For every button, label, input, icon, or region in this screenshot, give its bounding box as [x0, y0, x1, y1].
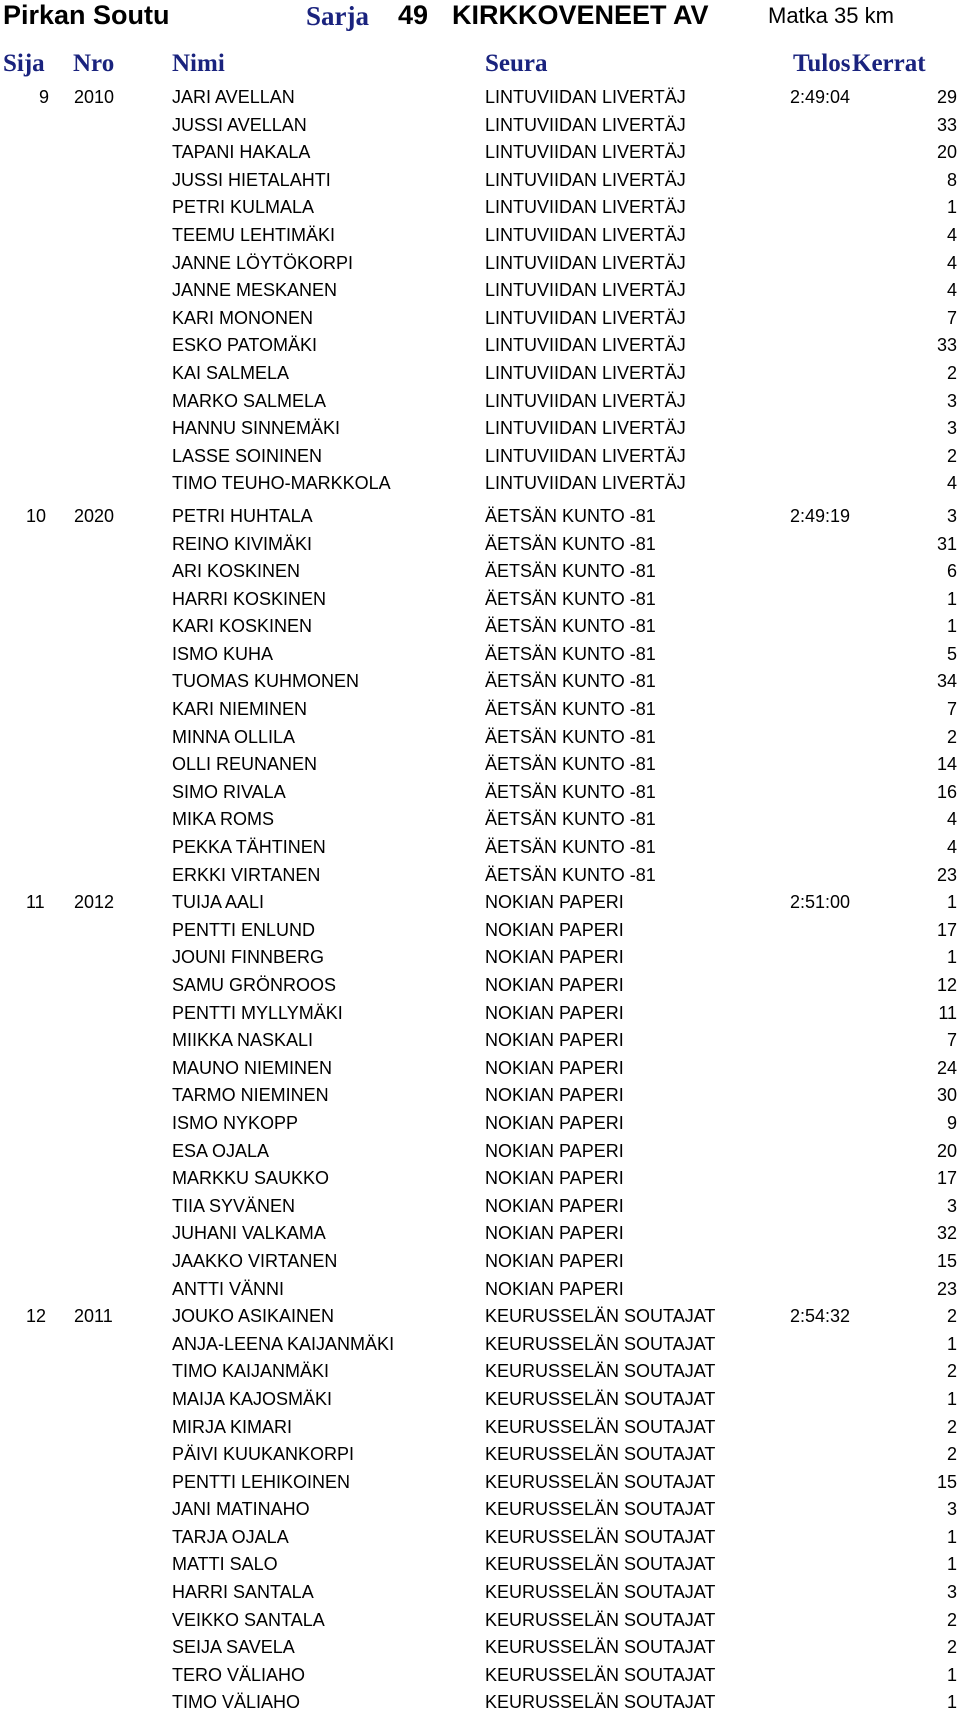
table-row — [0, 1469, 960, 1497]
club-name: NOKIAN PAPERI — [485, 1002, 624, 1023]
table-row — [0, 1165, 960, 1193]
club-name: ÄETSÄN KUNTO -81 — [485, 864, 656, 885]
rower-name: PETRI KULMALA — [172, 197, 315, 218]
rower-name: HANNU SINNEMÄKI — [172, 418, 341, 439]
times-count: 1 — [946, 1526, 957, 1547]
column-header-nro: Nro — [73, 50, 115, 77]
club-name: KEURUSSELÄN SOUTAJAT — [485, 1388, 716, 1409]
times-count: 14 — [936, 754, 957, 775]
club-name: ÄETSÄN KUNTO -81 — [485, 561, 656, 582]
times-count: 20 — [936, 142, 957, 163]
team-block — [0, 889, 960, 1303]
table-row — [0, 724, 960, 752]
club-name: NOKIAN PAPERI — [485, 1195, 624, 1216]
table-row — [0, 889, 960, 917]
times-count: 3 — [946, 1582, 957, 1603]
table-row — [0, 531, 960, 559]
club-name: ÄETSÄN KUNTO -81 — [485, 671, 656, 692]
club-name: ÄETSÄN KUNTO -81 — [485, 616, 656, 637]
times-count: 2 — [946, 1444, 957, 1465]
times-count: 3 — [946, 505, 957, 526]
times-count: 2 — [946, 1609, 957, 1630]
times-count: 1 — [946, 892, 957, 913]
table-row — [0, 1414, 960, 1442]
rower-name: OLLI REUNANEN — [172, 754, 318, 775]
club-name: NOKIAN PAPERI — [485, 1250, 624, 1271]
column-header-tulos: Tulos — [793, 50, 851, 77]
club-name: LINTUVIIDAN LIVERTÄJ — [485, 473, 686, 494]
club-name: KEURUSSELÄN SOUTAJAT — [485, 1306, 716, 1327]
rower-name: HARRI KOSKINEN — [172, 588, 327, 609]
club-name: NOKIAN PAPERI — [485, 1112, 624, 1133]
club-name: NOKIAN PAPERI — [485, 1030, 624, 1051]
team-number: 2010 — [74, 87, 115, 107]
club-name: LINTUVIIDAN LIVERTÄJ — [485, 390, 686, 411]
table-row — [0, 862, 960, 890]
table-row — [0, 1579, 960, 1607]
rower-name: MIRJA KIMARI — [172, 1416, 293, 1437]
club-name: LINTUVIIDAN LIVERTÄJ — [485, 252, 686, 273]
club-name: LINTUVIIDAN LIVERTÄJ — [485, 87, 686, 107]
table-row — [0, 668, 960, 696]
rower-name: JANNE MESKANEN — [172, 280, 338, 301]
rower-name: MARKKU SAUKKO — [172, 1168, 330, 1189]
team-block — [0, 1303, 960, 1717]
times-count: 23 — [936, 864, 957, 885]
table-row — [0, 641, 960, 669]
table-row — [0, 586, 960, 614]
table-row — [0, 1082, 960, 1110]
times-count: 4 — [946, 837, 957, 858]
table-row — [0, 222, 960, 250]
series-label: Sarja — [306, 1, 369, 31]
table-row — [0, 1551, 960, 1579]
times-count: 3 — [946, 390, 957, 411]
table-row — [0, 443, 960, 471]
column-header-sija: Sija — [3, 50, 45, 77]
club-name: KEURUSSELÄN SOUTAJAT — [485, 1637, 716, 1658]
club-name: KEURUSSELÄN SOUTAJAT — [485, 1664, 716, 1685]
table-row — [0, 250, 960, 278]
club-name: NOKIAN PAPERI — [485, 975, 624, 995]
table-row — [0, 112, 960, 140]
table-row — [0, 470, 960, 498]
club-name: KEURUSSELÄN SOUTAJAT — [485, 1471, 716, 1492]
club-name: ÄETSÄN KUNTO -81 — [485, 726, 656, 747]
club-name: LINTUVIIDAN LIVERTÄJ — [485, 197, 686, 218]
times-count: 15 — [936, 1250, 957, 1271]
times-count: 1 — [946, 1388, 957, 1409]
times-count: 1 — [946, 197, 957, 218]
table-row — [0, 139, 960, 167]
table-row — [0, 944, 960, 972]
rower-name: JAAKKO VIRTANEN — [172, 1250, 338, 1271]
rower-name: JANNE LÖYTÖKORPI — [172, 252, 354, 273]
table-row — [0, 1193, 960, 1221]
rower-name: ARI KOSKINEN — [172, 561, 301, 582]
club-name: LINTUVIIDAN LIVERTÄJ — [485, 224, 686, 245]
table-row — [0, 167, 960, 195]
placing: 9 — [39, 87, 50, 107]
times-count: 4 — [946, 809, 957, 830]
table-row — [0, 806, 960, 834]
table-row — [0, 194, 960, 222]
times-count: 3 — [946, 418, 957, 439]
page-header — [0, 0, 960, 34]
times-count: 7 — [946, 699, 957, 720]
times-count: 33 — [936, 114, 957, 135]
times-count: 17 — [936, 1168, 957, 1189]
table-row — [0, 696, 960, 724]
rower-name: JUHANI VALKAMA — [172, 1223, 326, 1244]
column-header-nimi: Nimi — [172, 50, 225, 77]
club-name: NOKIAN PAPERI — [485, 947, 624, 968]
club-name: NOKIAN PAPERI — [485, 1057, 624, 1078]
rower-name: TARMO NIEMINEN — [172, 1085, 329, 1106]
rower-name: HARRI SANTALA — [172, 1582, 314, 1603]
club-name: ÄETSÄN KUNTO -81 — [485, 533, 656, 554]
times-count: 4 — [946, 280, 957, 301]
times-count: 2 — [946, 726, 957, 747]
times-count: 1 — [946, 1333, 957, 1354]
rower-name: MIIKKA NASKALI — [172, 1030, 314, 1051]
result-time: 2:49:04 — [790, 87, 851, 107]
rower-name: PENTTI ENLUND — [172, 919, 316, 940]
rower-name: SIMO RIVALA — [172, 781, 286, 802]
table-row — [0, 1055, 960, 1083]
table-row — [0, 388, 960, 416]
table-row — [0, 1689, 960, 1717]
times-count: 23 — [936, 1278, 957, 1299]
club-name: NOKIAN PAPERI — [485, 1085, 624, 1106]
times-count: 2 — [946, 1416, 957, 1437]
rower-name: MATTI SALO — [172, 1554, 278, 1575]
table-row — [0, 1358, 960, 1386]
club-name: ÄETSÄN KUNTO -81 — [485, 699, 656, 720]
table-row — [0, 834, 960, 862]
team-block — [0, 84, 960, 498]
rower-name: TIMO VÄLIAHO — [172, 1692, 301, 1713]
times-count: 34 — [936, 671, 957, 692]
club-name: ÄETSÄN KUNTO -81 — [485, 505, 656, 526]
club-name: LINTUVIIDAN LIVERTÄJ — [485, 280, 686, 301]
times-count: 4 — [946, 224, 957, 245]
table-row — [0, 1276, 960, 1304]
table-row — [0, 613, 960, 641]
times-count: 17 — [936, 919, 957, 940]
times-count: 1 — [946, 616, 957, 637]
rower-name: TARJA OJALA — [172, 1526, 289, 1547]
rower-name: VEIKKO SANTALA — [172, 1609, 325, 1630]
team-number: 2011 — [74, 1306, 113, 1327]
club-name: LINTUVIIDAN LIVERTÄJ — [485, 418, 686, 439]
times-count: 33 — [936, 335, 957, 356]
times-count: 4 — [946, 473, 957, 494]
rower-name: JOUNI FINNBERG — [172, 947, 325, 968]
placing: 10 — [26, 505, 47, 526]
times-count: 11 — [938, 1002, 957, 1023]
table-row — [0, 305, 960, 333]
times-count: 32 — [936, 1223, 957, 1244]
table-row — [0, 1000, 960, 1028]
result-time: 2:49:19 — [790, 505, 851, 526]
times-count: 7 — [946, 1030, 957, 1051]
rower-name: MAIJA KAJOSMÄKI — [172, 1388, 333, 1409]
times-count: 2 — [946, 1637, 957, 1658]
table-row — [0, 751, 960, 779]
club-name: KEURUSSELÄN SOUTAJAT — [485, 1526, 716, 1547]
result-time: 2:54:32 — [790, 1306, 851, 1327]
club-name: NOKIAN PAPERI — [485, 1168, 624, 1189]
table-row — [0, 1634, 960, 1662]
team-block — [0, 503, 960, 889]
club-name: LINTUVIIDAN LIVERTÄJ — [485, 142, 686, 163]
table-row — [0, 1607, 960, 1635]
times-count: 9 — [946, 1112, 957, 1133]
rower-name: ERKKI VIRTANEN — [172, 864, 321, 885]
rower-name: KARI KOSKINEN — [172, 616, 313, 637]
times-count: 12 — [936, 975, 957, 995]
club-name: LINTUVIIDAN LIVERTÄJ — [485, 335, 686, 356]
series-number: 49 — [398, 0, 429, 30]
table-row — [0, 332, 960, 360]
table-row — [0, 1386, 960, 1414]
times-count: 6 — [946, 561, 957, 582]
rower-name: ESA OJALA — [172, 1140, 270, 1161]
rower-name: MAUNO NIEMINEN — [172, 1057, 333, 1078]
placing: 11 — [26, 892, 45, 913]
times-count: 4 — [946, 252, 957, 273]
rower-name: JANI MATINAHO — [172, 1499, 310, 1520]
table-row — [0, 1662, 960, 1690]
rower-name: JARI AVELLAN — [172, 87, 295, 107]
rower-name: ANJA-LEENA KAIJANMÄKI — [172, 1333, 395, 1354]
rower-name: KARI NIEMINEN — [172, 699, 308, 720]
distance-label: Matka 35 km — [768, 3, 894, 28]
rower-name: MARKO SALMELA — [172, 390, 327, 411]
table-row — [0, 1496, 960, 1524]
club-name: KEURUSSELÄN SOUTAJAT — [485, 1582, 716, 1603]
table-row — [0, 1524, 960, 1552]
rower-name: PENTTI MYLLYMÄKI — [172, 1002, 343, 1023]
club-name: ÄETSÄN KUNTO -81 — [485, 837, 656, 858]
rower-name: TEEMU LEHTIMÄKI — [172, 224, 336, 245]
rower-name: TAPANI HAKALA — [172, 142, 311, 163]
rower-name: ESKO PATOMÄKI — [172, 335, 318, 356]
table-row — [0, 84, 960, 112]
times-count: 1 — [946, 1554, 957, 1575]
club-name: LINTUVIIDAN LIVERTÄJ — [485, 362, 686, 383]
club-name: KEURUSSELÄN SOUTAJAT — [485, 1609, 716, 1630]
series-name: KIRKKOVENEET AV — [452, 0, 709, 30]
rower-name: JOUKO ASIKAINEN — [172, 1306, 335, 1327]
club-name: LINTUVIIDAN LIVERTÄJ — [485, 114, 686, 135]
times-count: 2 — [946, 445, 957, 466]
rower-name: SEIJA SAVELA — [172, 1637, 295, 1658]
club-name: KEURUSSELÄN SOUTAJAT — [485, 1361, 716, 1382]
club-name: KEURUSSELÄN SOUTAJAT — [485, 1333, 716, 1354]
times-count: 24 — [936, 1057, 957, 1078]
table-row — [0, 1331, 960, 1359]
table-row — [0, 277, 960, 305]
result-time: 2:51:00 — [790, 892, 851, 913]
club-name: NOKIAN PAPERI — [485, 1223, 624, 1244]
column-header-kerrat: Kerrat — [852, 50, 926, 77]
rower-name: MIKA ROMS — [172, 809, 275, 830]
placing: 12 — [26, 1306, 47, 1327]
rower-name: KAI SALMELA — [172, 362, 290, 383]
club-name: KEURUSSELÄN SOUTAJAT — [485, 1692, 716, 1713]
rower-name: LASSE SOININEN — [172, 445, 323, 466]
times-count: 1 — [946, 1664, 957, 1685]
times-count: 2 — [946, 362, 957, 383]
rower-name: TIMO KAIJANMÄKI — [172, 1361, 330, 1382]
club-name: NOKIAN PAPERI — [485, 892, 624, 913]
event-title: Pirkan Soutu — [3, 0, 170, 30]
rower-name: MINNA OLLILA — [172, 726, 296, 747]
results-table — [0, 84, 960, 1717]
rower-name: TIIA SYVÄNEN — [172, 1195, 296, 1216]
times-count: 2 — [946, 1361, 957, 1382]
club-name: NOKIAN PAPERI — [485, 919, 624, 940]
times-count: 2 — [946, 1306, 957, 1327]
table-row — [0, 360, 960, 388]
times-count: 5 — [946, 643, 957, 664]
rower-name: JUSSI AVELLAN — [172, 114, 307, 135]
club-name: LINTUVIIDAN LIVERTÄJ — [485, 307, 686, 328]
times-count: 30 — [936, 1085, 957, 1106]
rower-name: TUOMAS KUHMONEN — [172, 671, 360, 692]
times-count: 7 — [946, 307, 957, 328]
rower-name: PENTTI LEHIKOINEN — [172, 1471, 351, 1492]
times-count: 20 — [936, 1140, 957, 1161]
table-row — [0, 779, 960, 807]
table-row — [0, 1220, 960, 1248]
rower-name: TERO VÄLIAHO — [172, 1664, 306, 1685]
club-name: NOKIAN PAPERI — [485, 1140, 624, 1161]
rower-name: TUIJA AALI — [172, 892, 265, 913]
times-count: 8 — [946, 169, 957, 190]
times-count: 1 — [946, 588, 957, 609]
club-name: ÄETSÄN KUNTO -81 — [485, 643, 656, 664]
rower-name: ISMO NYKOPP — [172, 1112, 299, 1133]
times-count: 1 — [946, 947, 957, 968]
club-name: NOKIAN PAPERI — [485, 1278, 624, 1299]
table-row — [0, 415, 960, 443]
table-row — [0, 1303, 960, 1331]
table-row — [0, 503, 960, 531]
club-name: ÄETSÄN KUNTO -81 — [485, 781, 656, 802]
table-row — [0, 1110, 960, 1138]
rower-name: TIMO TEUHO-MARKKOLA — [172, 473, 391, 494]
times-count: 3 — [946, 1195, 957, 1216]
team-number: 2012 — [74, 892, 115, 913]
times-count: 1 — [946, 1692, 957, 1713]
rower-name: PETRI HUHTALA — [172, 505, 313, 526]
table-row — [0, 1441, 960, 1469]
team-number: 2020 — [74, 505, 115, 526]
table-row — [0, 1248, 960, 1276]
rower-name: JUSSI HIETALAHTI — [172, 169, 331, 190]
times-count: 29 — [936, 87, 957, 107]
club-name: ÄETSÄN KUNTO -81 — [485, 754, 656, 775]
club-name: KEURUSSELÄN SOUTAJAT — [485, 1554, 716, 1575]
club-name: LINTUVIIDAN LIVERTÄJ — [485, 169, 686, 190]
table-row — [0, 1027, 960, 1055]
rower-name: ISMO KUHA — [172, 643, 274, 664]
rower-name: PÄIVI KUUKANKORPI — [172, 1444, 355, 1465]
rower-name: SAMU GRÖNROOS — [172, 975, 337, 995]
rower-name: PEKKA TÄHTINEN — [172, 837, 326, 858]
table-row — [0, 558, 960, 586]
times-count: 3 — [946, 1499, 957, 1520]
club-name: ÄETSÄN KUNTO -81 — [485, 809, 656, 830]
column-headers — [0, 50, 960, 82]
column-header-seura: Seura — [485, 50, 548, 77]
times-count: 31 — [936, 533, 957, 554]
table-row — [0, 972, 960, 1000]
rower-name: ANTTI VÄNNI — [172, 1278, 285, 1299]
table-row — [0, 917, 960, 945]
rower-name: KARI MONONEN — [172, 307, 314, 328]
rower-name: REINO KIVIMÄKI — [172, 533, 313, 554]
table-row — [0, 1138, 960, 1166]
club-name: ÄETSÄN KUNTO -81 — [485, 588, 656, 609]
club-name: KEURUSSELÄN SOUTAJAT — [485, 1499, 716, 1520]
times-count: 16 — [936, 781, 957, 802]
club-name: KEURUSSELÄN SOUTAJAT — [485, 1444, 716, 1465]
club-name: LINTUVIIDAN LIVERTÄJ — [485, 445, 686, 466]
times-count: 15 — [936, 1471, 957, 1492]
club-name: KEURUSSELÄN SOUTAJAT — [485, 1416, 716, 1437]
